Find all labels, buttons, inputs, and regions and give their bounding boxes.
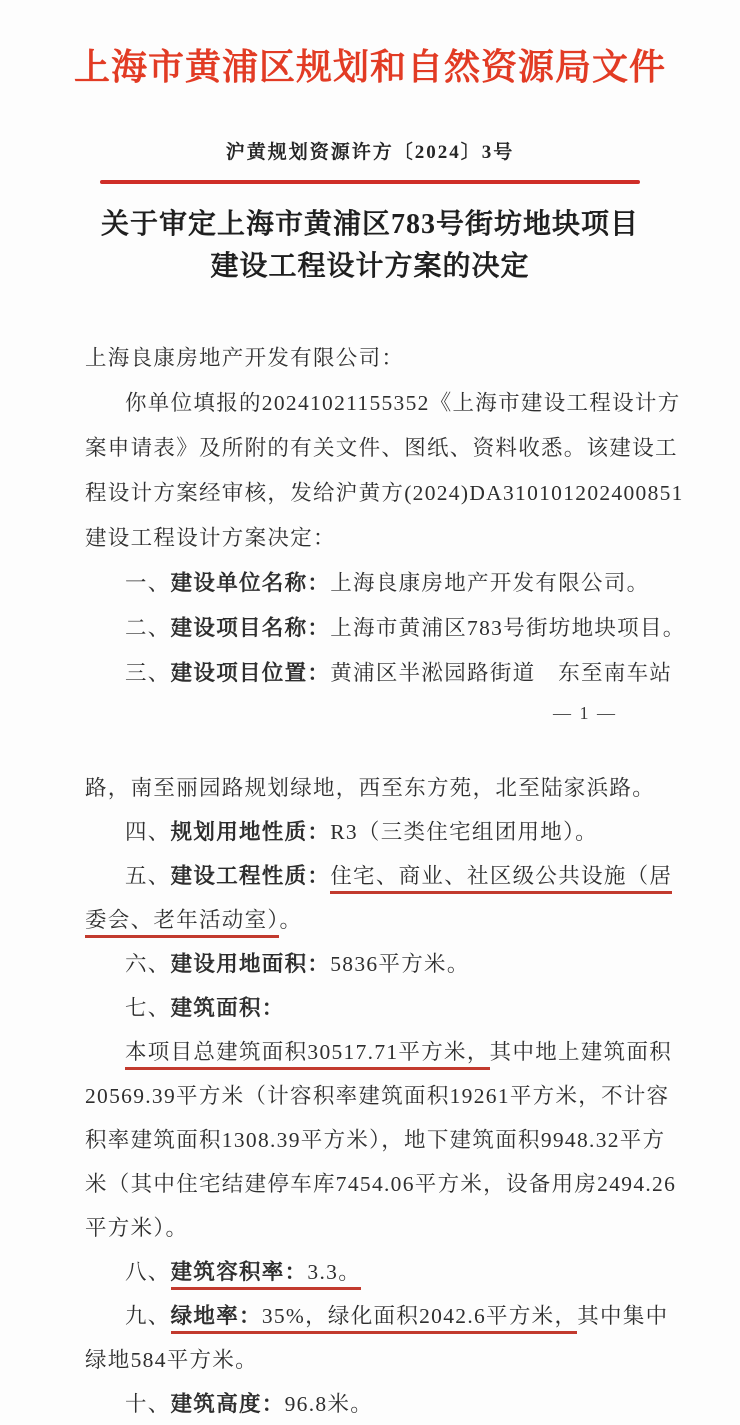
item-3-label: 建设项目位置： <box>170 661 331 685</box>
item-9-number: 九、 <box>125 1304 171 1328</box>
intro-line-2: 案申请表》及所附的有关文件、图纸、资料收悉。该建设工 <box>85 436 678 460</box>
agency-red-header-title: 上海市黄浦区规划和自然资源局文件 <box>73 47 666 87</box>
item-7-line1-rest: 其中地上建筑面积 <box>489 1040 673 1064</box>
item-3-value: 黄浦区半淞园路街道 东至南车站 <box>330 661 673 685</box>
item-5-number: 五、 <box>125 864 171 888</box>
salutation: 上海良康房地产开发有限公司： <box>85 346 405 370</box>
item-8-value: 3.3。 <box>307 1260 361 1284</box>
document-number: 沪黄规划资源许方〔2024〕3号 <box>225 142 515 163</box>
item-8-label: 建筑容积率： <box>170 1260 308 1284</box>
document-title-line2: 建设工程设计方案的决定 <box>210 251 530 282</box>
item-7-para-line4: 米（其中住宅结建停车库7454.06平方米，设备用房2494.26 <box>85 1172 677 1196</box>
item-7-para-line3: 积率建筑面积1308.39平方米），地下建筑面积9948.32平方 <box>85 1128 666 1152</box>
intro-line-3: 程设计方案经审核，发给沪黄方(2024)DA310101202400851 <box>85 481 684 505</box>
location-continuation: 路，南至丽园路规划绿地，西至东方苑，北至陆家浜路。 <box>85 776 656 800</box>
item-1-number: 一、 <box>125 571 171 595</box>
item-10-value: 96.8米。 <box>284 1392 374 1416</box>
item-4-value: R3（三类住宅组团用地）。 <box>330 820 598 844</box>
item-4-number: 四、 <box>125 820 171 844</box>
item-1-label: 建设单位名称： <box>170 571 331 595</box>
item-7-number: 七、 <box>125 996 171 1020</box>
item-7-building-area-heading <box>85 986 655 1030</box>
item-9-underlined-value: 35%，绿化面积2042.6平方米， <box>261 1304 578 1328</box>
item-9-label: 绿地率： <box>170 1304 262 1328</box>
item-2-value: 上海市黄浦区783号街坊地块项目。 <box>330 616 686 640</box>
item-10-building-height <box>85 1382 655 1425</box>
page-number: — 1 — <box>553 703 617 723</box>
document-title-line1: 关于审定上海市黄浦区783号街坊地块项目 <box>100 209 639 240</box>
item-5-project-nature-line1 <box>85 854 673 898</box>
item-9-line1-rest: 其中集中 <box>577 1304 669 1328</box>
intro-line-1: 你单位填报的20241021155352《上海市建设工程设计方 <box>125 391 681 415</box>
intro-line-4: 建设工程设计方案决定： <box>85 526 336 550</box>
item-1-value: 上海良康房地产开发有限公司。 <box>330 571 650 595</box>
item-2-number: 二、 <box>125 616 171 640</box>
item-2-project-name <box>85 606 686 651</box>
item-3-project-location <box>85 651 673 696</box>
item-8-number: 八、 <box>125 1260 171 1284</box>
item-1-construction-unit <box>85 561 655 606</box>
item-4-label: 规划用地性质： <box>170 820 331 844</box>
item-7-para-line1 <box>85 1030 673 1074</box>
item-6-land-area <box>85 942 655 986</box>
item-6-value: 5836平方米。 <box>330 952 470 976</box>
item-10-number: 十、 <box>125 1392 171 1416</box>
item-4-land-use-nature <box>85 810 655 854</box>
item-2-label: 建设项目名称： <box>170 616 331 640</box>
item-5-project-nature-line2 <box>85 898 655 942</box>
document-title <box>0 204 740 288</box>
item-8-plot-ratio <box>85 1250 655 1294</box>
document-body <box>0 336 740 1425</box>
item-10-label: 建筑高度： <box>170 1392 285 1416</box>
item-9-green-ratio-line1 <box>85 1294 669 1338</box>
item-5-label: 建设工程性质： <box>170 864 331 888</box>
item-6-label: 建设用地面积： <box>170 952 331 976</box>
item-9-line2: 绿地584平方米。 <box>85 1348 258 1372</box>
page-2-content <box>85 766 677 1425</box>
item-7-para-line5: 平方米）。 <box>85 1216 189 1240</box>
red-header-divider <box>100 180 640 184</box>
intro-paragraph <box>85 381 684 561</box>
item-7-para-line2: 20569.39平方米（计容积率建筑面积19261平方米，不计容 <box>85 1084 670 1108</box>
item-5-underlined-value-part2: 委会、老年活动室） <box>85 908 279 938</box>
item-7-underlined-total-area: 本项目总建筑面积30517.71平方米， <box>125 1040 490 1070</box>
item-7-label: 建筑面积： <box>170 996 285 1020</box>
item-5-tail: 。 <box>279 908 303 932</box>
item-5-underlined-value-part1: 住宅、商业、社区级公共设施（居 <box>330 864 672 894</box>
item-8-underlined-segment <box>171 1260 361 1290</box>
item-9-underlined-segment <box>171 1304 578 1334</box>
item-6-number: 六、 <box>125 952 171 976</box>
item-3-number: 三、 <box>125 661 171 685</box>
